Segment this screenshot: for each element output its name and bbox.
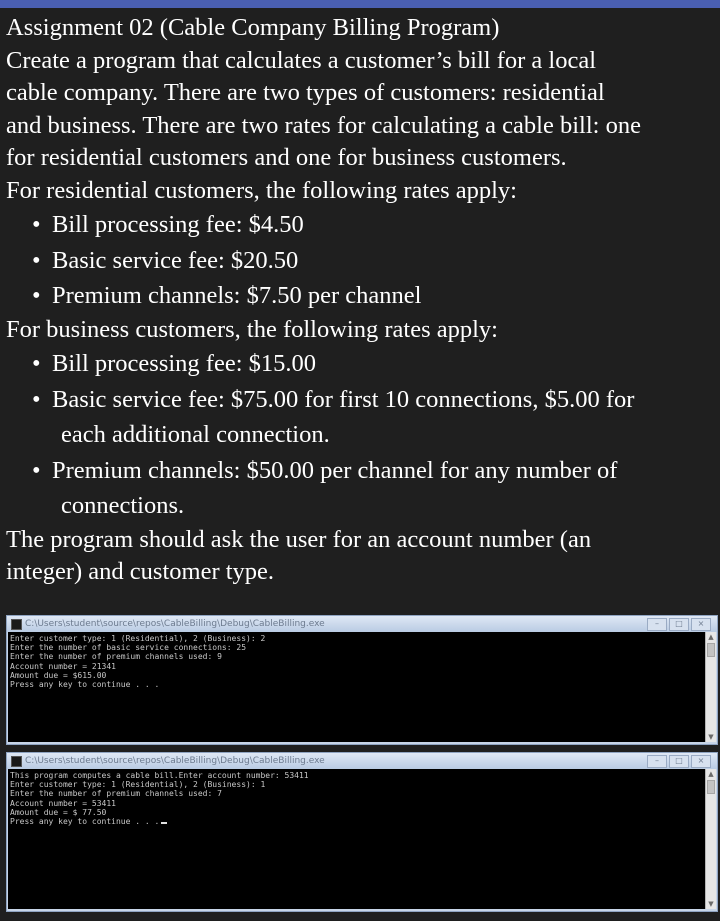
console-line: Enter the number of premium channels used: 7	[10, 789, 222, 799]
list-item	[6, 453, 718, 489]
bullet-icon: •	[32, 246, 41, 274]
rate-text: Bill processing fee: $15.00	[52, 350, 317, 377]
closing-line: integer) and customer type.	[6, 558, 275, 585]
business-heading: For business customers, the following rates apply:	[6, 315, 498, 343]
scroll-thumb[interactable]	[707, 643, 715, 657]
rate-text: Premium channels: $50.00 per channel for any number of	[52, 456, 618, 484]
assignment-document	[6, 12, 718, 589]
close-button[interactable]: ×	[691, 755, 711, 768]
business-rates-list	[6, 346, 718, 524]
intro-line: for residential customers and one for business customers.	[6, 144, 567, 171]
scroll-up-icon[interactable]: ▲	[708, 633, 714, 641]
console-output	[8, 769, 705, 909]
window-controls	[647, 618, 711, 631]
console-app-icon	[11, 619, 22, 630]
console-window-residential	[6, 752, 718, 912]
console-line: Press any key to continue . . .	[10, 680, 160, 690]
rate-text: Bill processing fee: $4.50	[52, 211, 304, 238]
intro-line: cable company. There are two types of customers: residential	[6, 79, 605, 106]
scroll-down-icon[interactable]: ▼	[708, 733, 714, 741]
console-line: Enter customer type: 1 (Residential), 2 (Business): 1	[10, 780, 266, 790]
minimize-button[interactable]: –	[647, 618, 667, 631]
console-line: This program computes a cable bill.Enter account number: 53411	[10, 771, 309, 780]
rate-text: Premium channels: $7.50 per channel	[52, 282, 422, 309]
console-line: Account number = 53411	[10, 798, 116, 808]
vertical-scrollbar[interactable]	[705, 632, 716, 742]
console-line: Enter the number of premium channels used: 9	[10, 652, 222, 662]
console-output	[8, 632, 705, 742]
rate-text: Basic service fee: $20.50	[52, 246, 299, 274]
maximize-button[interactable]: □	[669, 618, 689, 631]
close-button[interactable]: ×	[691, 618, 711, 631]
console-line: Enter the number of basic service connections: 25	[10, 643, 247, 653]
residential-heading: For residential customers, the following rates apply:	[6, 176, 517, 204]
list-item	[6, 382, 718, 418]
bullet-icon: •	[32, 211, 41, 238]
assignment-title: Assignment 02 (Cable Company Billing Program)	[6, 14, 500, 41]
rate-text: Basic service fee: $75.00 for first 10 connections, $5.00 for	[52, 385, 635, 413]
bullet-icon: •	[32, 282, 41, 309]
console-line: Amount due = $615.00	[10, 670, 107, 680]
console-title: C:\Users\student\source\repos\CableBilling\Debug\CableBilling.exe	[25, 756, 325, 766]
bullet-icon: •	[32, 350, 41, 377]
bullet-icon: •	[32, 456, 41, 484]
closing-line: The program should ask the user for an account number (an	[6, 525, 592, 553]
window-controls	[647, 755, 711, 768]
scroll-down-icon[interactable]: ▼	[708, 900, 714, 908]
bullet-icon: •	[32, 385, 41, 413]
list-item	[6, 243, 718, 279]
vertical-scrollbar[interactable]	[705, 769, 716, 909]
console-prompt-line	[10, 817, 703, 826]
top-accent-bar	[0, 0, 720, 8]
residential-rates-list	[6, 207, 718, 314]
minimize-button[interactable]: –	[647, 755, 667, 768]
console-titlebar[interactable]	[7, 616, 717, 632]
console-title: C:\Users\student\source\repos\CableBilling\Debug\CableBilling.exe	[25, 619, 325, 629]
console-line: Enter customer type: 1 (Residential), 2 (Business): 2	[10, 634, 266, 643]
list-item-continuation: each additional connection.	[61, 421, 330, 448]
scroll-thumb[interactable]	[707, 780, 715, 794]
console-prompt-text: Press any key to continue . . .	[10, 817, 160, 827]
list-item	[6, 278, 718, 314]
console-titlebar[interactable]	[7, 753, 717, 769]
console-window-business	[6, 615, 718, 745]
text-cursor	[161, 822, 167, 824]
list-item-continuation: connections.	[61, 492, 185, 519]
list-item	[6, 346, 718, 382]
scroll-up-icon[interactable]: ▲	[708, 770, 714, 778]
intro-line: and business. There are two rates for calculating a cable bill: one	[6, 111, 641, 139]
console-app-icon	[11, 756, 22, 767]
intro-line: Create a program that calculates a customer’s bill for a local	[6, 46, 597, 74]
maximize-button[interactable]: □	[669, 755, 689, 768]
console-line: Amount due = $ 77.50	[10, 807, 107, 817]
list-item	[6, 207, 718, 243]
console-line: Account number = 21341	[10, 661, 116, 671]
